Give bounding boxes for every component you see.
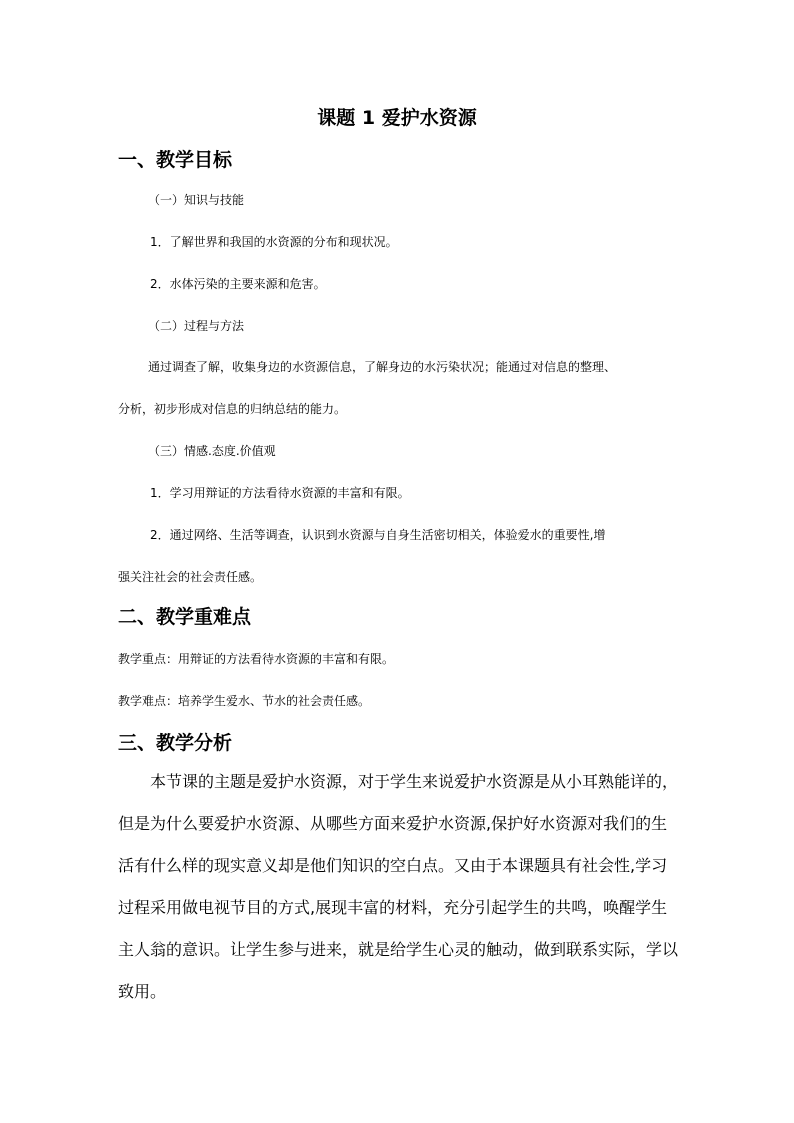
process-paragraph-line-2: 分析，初步形成对信息的归纳总结的能力。 — [118, 402, 347, 416]
attitude-item-1: 1．学习用辩证的方法看待水资源的丰富和有限。 — [150, 486, 410, 500]
analysis-line-5: 主人翁的意识。让学生参与进来，就是给学生心灵的触动，做到联系实际，学以 — [118, 940, 679, 959]
section-heading-teaching-goals: 一、教学目标 — [118, 149, 233, 171]
subheading-attitude-values: （三）情感.态度.价值观 — [148, 444, 276, 458]
attitude-item-2-line-2: 强关注社会的社会责任感。 — [118, 570, 263, 584]
goal-item-2: 2．水体污染的主要来源和危害。 — [150, 277, 326, 291]
process-paragraph-line-1: 通过调查了解，收集身边的水资源信息，了解身边的水污染状况；能通过对信息的整理、 — [148, 360, 617, 374]
section-heading-teaching-analysis: 三、教学分析 — [118, 732, 233, 754]
analysis-line-3: 活有什么样的现实意义却是他们知识的空白点。又由于本课题具有社会性,学习 — [118, 856, 668, 875]
analysis-line-6: 致用。 — [118, 982, 167, 1001]
analysis-line-4: 过程采用做电视节目的方式,展现丰富的材料，充分引起学生的共鸣，唤醒学生 — [118, 898, 668, 917]
analysis-line-2: 但是为什么要爱护水资源、从哪些方面来爱护水资源,保护好水资源对我们的生 — [118, 814, 668, 833]
subheading-knowledge-skills: （一）知识与技能 — [148, 193, 245, 207]
document-title: 课题 1 爱护水资源 — [317, 107, 477, 129]
section-heading-key-difficult: 二、教学重难点 — [118, 606, 252, 628]
analysis-line-1: 本节课的主题是爱护水资源，对于学生来说爱护水资源是从小耳熟能详的， — [150, 772, 679, 791]
attitude-item-2-line-1: 2．通过网络、生活等调查，认识到水资源与自身生活密切相关，体验爱水的重要性,增 — [150, 528, 606, 542]
subheading-process-methods: （二）过程与方法 — [148, 319, 245, 333]
goal-item-1: 1．了解世界和我国的水资源的分布和现状况。 — [150, 235, 398, 249]
difficult-point: 教学难点：培养学生爱水、节水的社会责任感。 — [118, 694, 371, 708]
key-point: 教学重点：用辩证的方法看待水资源的丰富和有限。 — [118, 652, 395, 666]
